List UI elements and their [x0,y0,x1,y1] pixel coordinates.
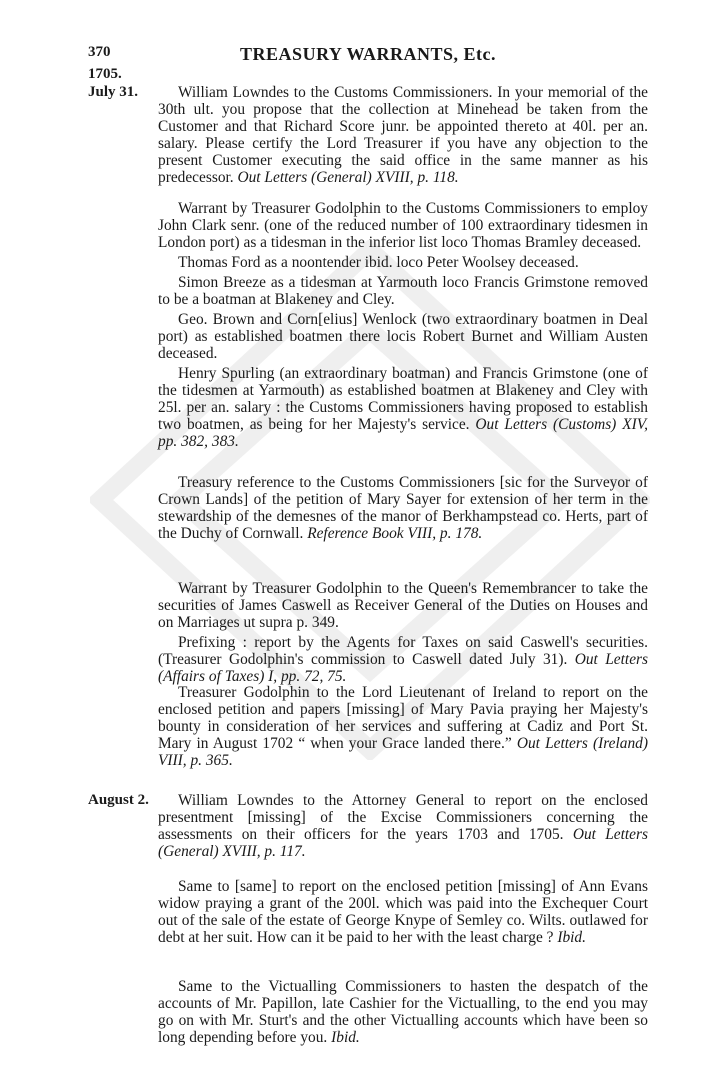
entry-mary-pavia [158,684,648,774]
entry-victualling-accounts [158,978,648,1068]
entry-text: Same to [same] to report on the enclosed petition [missing] of Ann Evans widow praying a grant of the 200l. which was paid into the Exchequer Court out of the sale of the estate of George Knype of Semley co. Wilts. outlawed for debt at her suit. How can it be paid to her with the least charge ? [158,878,648,946]
entry-excise-presentment [158,792,648,862]
entry-text: Same to the Victualling Commissioners to hasten the despatch of the accounts of Mr. Papillon, late Cashier for the Victualling, to the end you may go on with Mr. Sturt's and the other Victualling accounts which have been so long depending before you. [158,978,648,1046]
entry-reference: Out Letters (General) XVIII, p. 117. [158,826,648,860]
entry-para: Henry Spurling (an extraordinary boatman) and Francis Grimstone (one of the tidesmen at Yarmouth) as established boatmen at Blakeney and Cley with 25l. per an. salary : the Customs Commissioners having proposed to establish two boatmen, as being for her Majesty's service. [158,365,648,433]
entry-reference: Reference Book VIII, p. 178. [307,525,483,542]
margin-date-july-31: July 31. [88,84,139,100]
running-title: TREASURY WARRANTS, Etc. [240,44,496,64]
entry-para: Thomas Ford as a noontender ibid. loco Peter Woolsey deceased. [178,254,579,271]
entry-customs-minehead [158,84,648,188]
entry-reference: Out Letters (Affairs of Taxes) I, pp. 72, 75. [158,651,649,685]
entry-para: Warrant by Treasurer Godolphin to the Queen's Remembrancer to take the securities of James Caswell as Receiver General of the Duties on Houses and on Marriages ut supra p. 349. [158,580,648,631]
margin-date-august-2: August 2. [88,792,149,808]
page-number: 370 [88,44,111,60]
entry-mary-sayer [158,474,648,564]
entry-reference: Out Letters (General) XVIII, p. 118. [237,169,459,186]
entry-text: Treasurer Godolphin to the Lord Lieutenant of Ireland to report on the enclosed petition and papers [missing] of Mary Pavia praying her Majesty's bounty in consideration of her services and suffering at Cadiz and Port St. Mary in August 1702 “ when your Grace landed there.” [158,684,648,752]
entry-reference: Ibid. [331,1029,360,1046]
entry-ann-evans [158,878,648,968]
entry-para: Prefixing : report by the Agents for Taxes on said Caswell's securities. (Treasurer Godolphin's commission to Caswell dated July 31). [158,634,648,668]
entry-customs-tidesmen [158,200,648,450]
entry-text: William Lowndes to the Attorney General to report on the enclosed presentment [missing] of the Excise Commissioners concerning the assessments on their officers for the years 1703 and 1705. [158,792,648,843]
entry-reference: Ibid. [557,929,586,946]
entry-para: Warrant by Treasurer Godolphin to the Customs Commissioners to employ John Clark senr. (one of the reduced number of 100 extraordinary tidesmen in London port) as a tidesman in the inferior list loco Thomas Bramley deceased. [158,200,648,251]
page-header [88,44,648,68]
entry-text: Treasury reference to the Customs Commissioners [sic for the Surveyor of Crown Lands] of the petition of Mary Sayer for extension of her term in the stewardship of the demesnes of the manor of Berkhampstead co. Herts, part of the Duchy of Cornwall. [158,474,648,542]
entry-reference: Out Letters (Customs) XIV, pp. 382, 383. [158,416,648,450]
entry-para: Simon Breeze as a tidesman at Yarmouth loco Francis Grimstone removed to be a boatman at Blakeney and Cley. [158,274,648,308]
entry-para: Geo. Brown and Corn[elius] Wenlock (two extraordinary boatmen in Deal port) as established boatmen there locis Robert Burnet and William Austen deceased. [158,311,648,362]
entry-text: William Lowndes to the Customs Commissioners. In your memorial of the 30th ult. you propose that the collection at Minehead be taken from the Customer and that Richard Score junr. be appointed thereto at 40l. per an. salary. Please certify the Lord Treasurer if you have any objection to the present Customer executing the said office in the same manner as his predecessor. [158,84,648,186]
entry-caswell-securities [158,580,649,685]
entry-reference: Out Letters (Ireland) VIII, p. 365. [158,735,648,769]
margin-year: 1705. [88,66,122,82]
